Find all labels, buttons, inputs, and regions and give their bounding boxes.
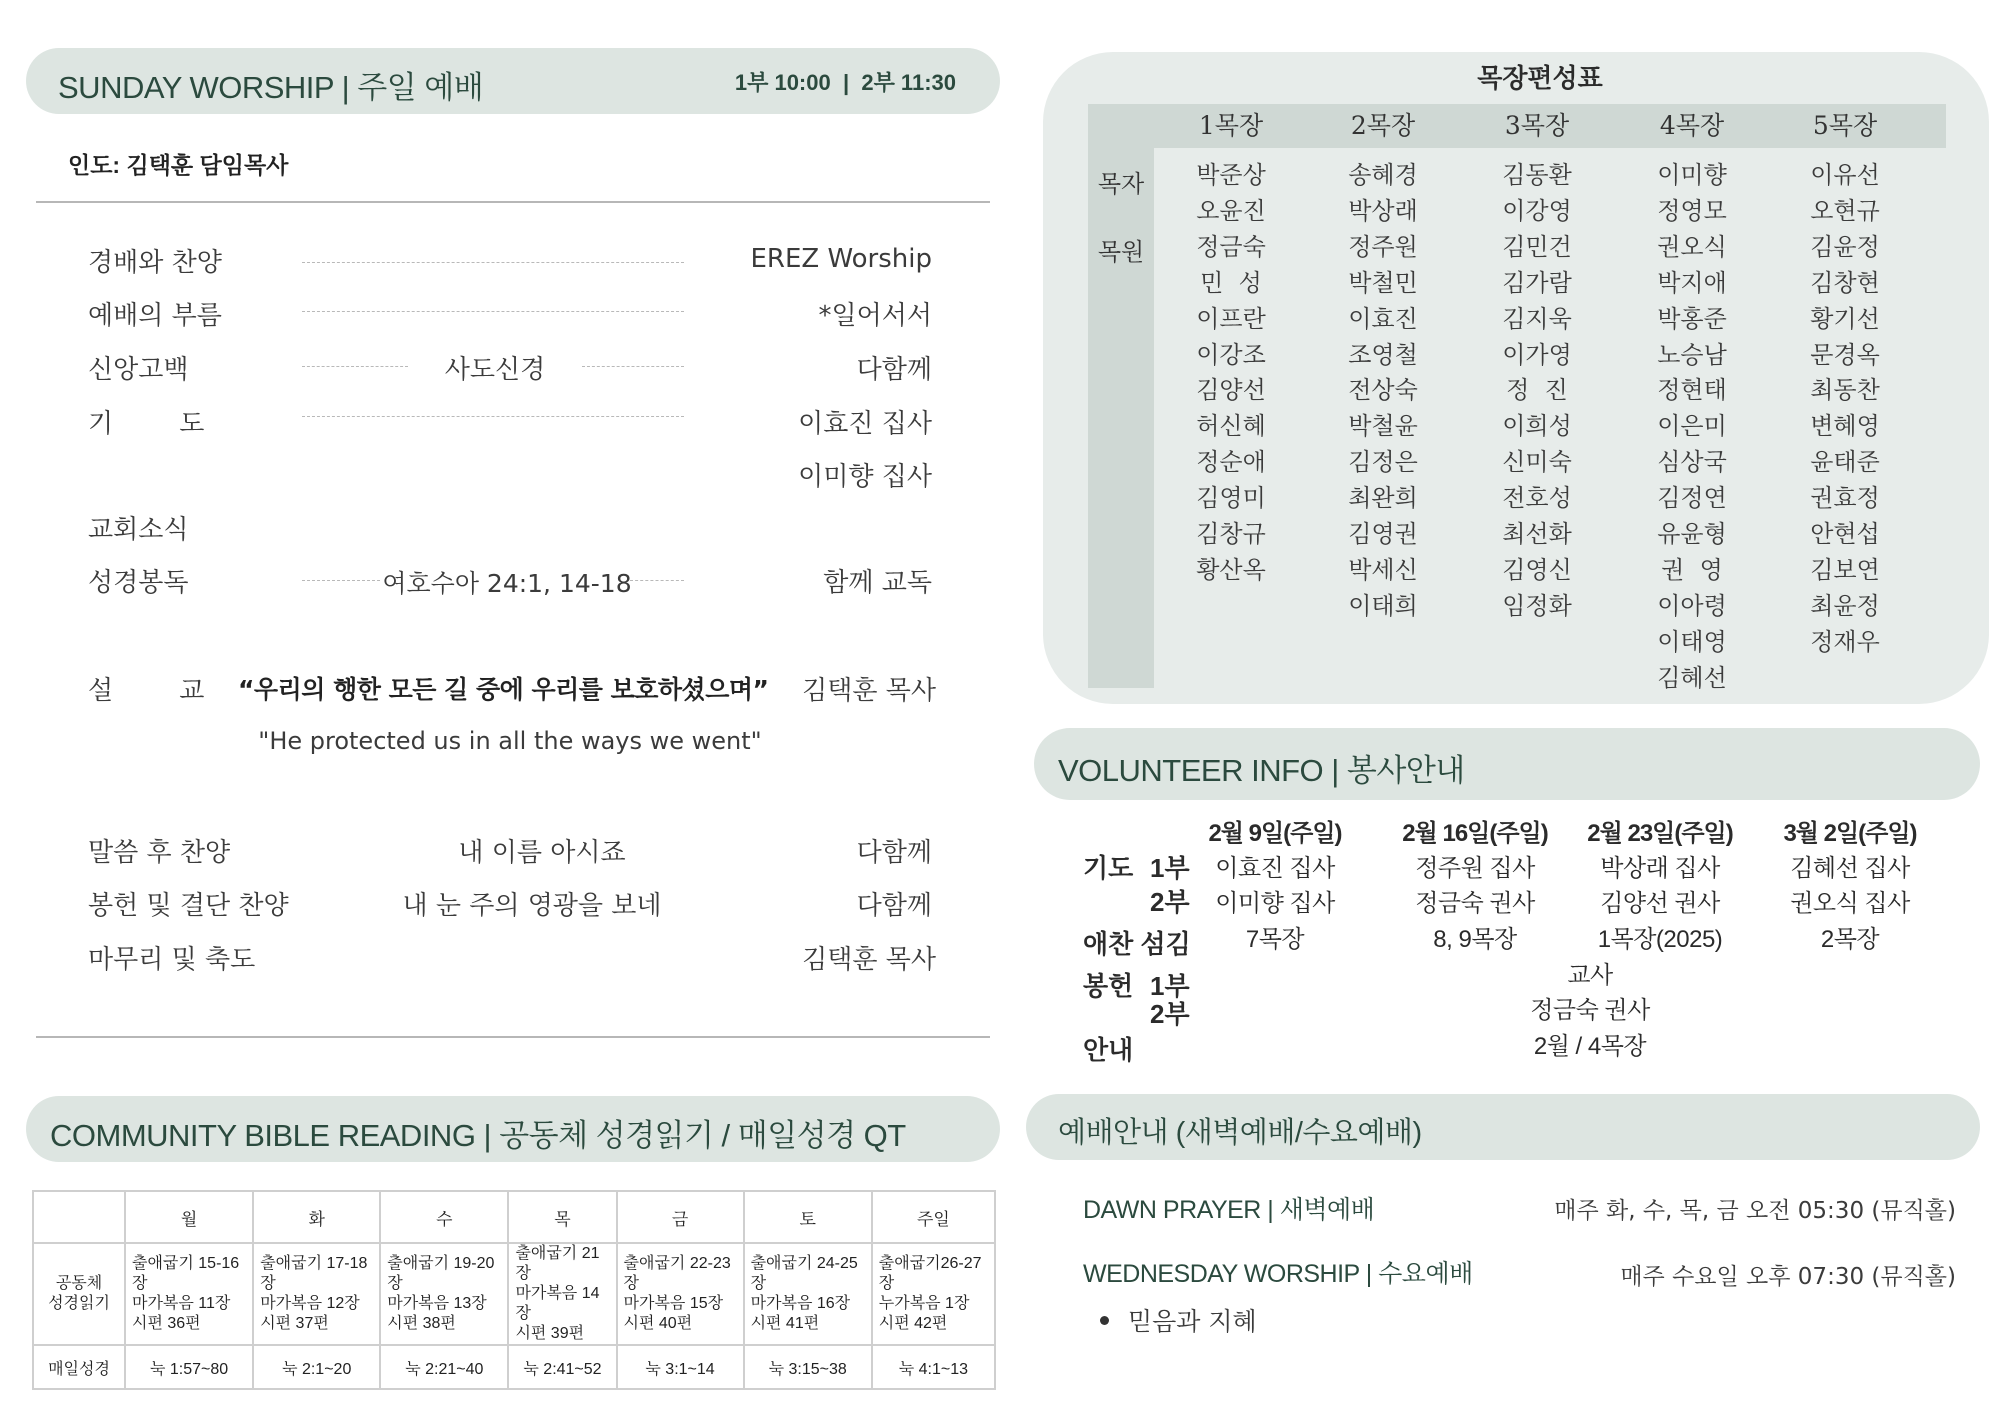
- volunteer-offering-2: 정금숙 권사: [1530, 997, 1650, 1024]
- schedule-member: 이유선: [1810, 161, 1880, 189]
- schedule-member: 오윤진: [1196, 196, 1266, 225]
- qt-cell: 눅 2:1~20: [253, 1345, 380, 1389]
- reading-line: 출애굽기 22-23장: [623, 1255, 731, 1292]
- reading-line: 마가복음 14장: [515, 1285, 600, 1322]
- schedule-member: 윤태준: [1810, 448, 1880, 477]
- reading-line: 출애굽기 24-25장: [750, 1255, 858, 1292]
- schedule-member: 박상래: [1348, 196, 1418, 225]
- day-header: 금: [617, 1191, 744, 1243]
- schedule-member: 이태영: [1657, 627, 1727, 656]
- schedule-side-band: [1088, 148, 1154, 688]
- volunteer-cell: 8, 9목장: [1433, 926, 1517, 953]
- schedule-member: 이희성: [1502, 412, 1572, 441]
- schedule-member: 전호성: [1502, 484, 1572, 513]
- volunteer-cell: 박상래 집사: [1600, 855, 1720, 882]
- volunteer-label-meal: 애찬 섬김: [1083, 929, 1191, 959]
- reading-line: 출애굽기 15-16장: [132, 1255, 240, 1292]
- day-header: 주일: [872, 1191, 995, 1243]
- sermon-english: "He protected us in all the ways we went": [258, 727, 762, 755]
- schedule-member: 김동환: [1502, 161, 1572, 189]
- schedule-column-2: [1328, 158, 1438, 625]
- schedule-member: 허신혜: [1196, 412, 1266, 441]
- schedule-member: 이강조: [1196, 340, 1266, 369]
- volunteer-label-offering-1: 1부: [1150, 971, 1190, 1001]
- schedule-member: 이미향: [1657, 161, 1727, 189]
- reading-cell: [617, 1243, 744, 1345]
- qt-cell: 눅 3:1~14: [617, 1345, 744, 1389]
- schedule-member: 이가영: [1502, 340, 1572, 369]
- reading-cell: [125, 1243, 253, 1345]
- reading-line: 시편 38편: [387, 1315, 456, 1332]
- row-label-community: 공동체 성경읽기: [33, 1243, 125, 1345]
- dotted-leader: [302, 366, 408, 367]
- qt-cell: 눅 4:1~13: [872, 1345, 995, 1389]
- worship-header-title: SUNDAY WORSHIP | 주일 예배: [58, 70, 484, 105]
- reading-cell: [872, 1243, 995, 1345]
- volunteer-label-prayer-2: 2부: [1150, 887, 1190, 917]
- worship-item-right: *일어서서: [818, 301, 932, 331]
- reading-table: [32, 1190, 996, 1390]
- schedule-column-4: [1637, 158, 1747, 697]
- schedule-member: 문경옥: [1810, 340, 1880, 369]
- schedule-member: 황산옥: [1196, 555, 1266, 584]
- worship-item-label: 성경봉독: [88, 568, 189, 598]
- qt-cell: 눅 2:21~40: [380, 1345, 508, 1389]
- schedule-member: 김영권: [1348, 520, 1418, 549]
- worship-item-right: 함께 교독: [823, 568, 932, 598]
- schedule-member: 정재우: [1810, 627, 1880, 656]
- dotted-leader: [302, 416, 684, 417]
- schedule-member: 박철민: [1348, 268, 1418, 297]
- wednesday-bullet-text: 믿음과 지혜: [1128, 1307, 1257, 1336]
- divider-top: [36, 201, 990, 203]
- volunteer-label-prayer: 기도: [1083, 853, 1134, 883]
- schedule-member: 이아령: [1657, 591, 1727, 620]
- volunteer-cell: 7목장: [1245, 926, 1305, 953]
- schedule-member: 김양선: [1196, 376, 1266, 405]
- divider-bottom: [36, 1036, 990, 1038]
- worship-item-label: 예배의 부름: [88, 301, 222, 331]
- after-item-right: 다함께: [856, 891, 932, 921]
- dotted-leader: [302, 311, 684, 312]
- volunteer-cell: 김혜선 집사: [1790, 855, 1910, 882]
- reading-line: 마가복음 13장: [387, 1295, 487, 1312]
- schedule-member: 안현섭: [1810, 520, 1880, 549]
- schedule-member: 민 성: [1200, 268, 1262, 297]
- qt-cell: 눅 1:57~80: [125, 1345, 253, 1389]
- schedule-column-header: 2목장: [1350, 111, 1416, 140]
- schedule-member: 정주원: [1348, 232, 1418, 261]
- schedule-member: 박홍준: [1657, 304, 1727, 333]
- after-item-right: 김택훈 목사: [802, 945, 936, 975]
- schedule-title: 목장편성표: [1477, 63, 1603, 93]
- volunteer-cell: 2목장: [1820, 926, 1880, 953]
- day-header: 월: [125, 1191, 253, 1243]
- schedule-member: 권 영: [1661, 555, 1723, 584]
- schedule-column-header: 4목장: [1659, 111, 1725, 140]
- reading-line: 출애굽기26-27장: [878, 1255, 982, 1292]
- wednesday-worship-time: 매주 수요일 오후 07:30 (뮤직홀): [1620, 1264, 1956, 1290]
- schedule-member: 정금숙: [1196, 232, 1266, 261]
- schedule-member: 이태희: [1348, 591, 1418, 620]
- bullet-dot: [1100, 1316, 1109, 1325]
- volunteer-label-offering: 봉헌: [1083, 971, 1134, 1001]
- volunteer-header-title: VOLUNTEER INFO | 봉사안내: [1058, 753, 1465, 788]
- worship-leader: 인도: 김택훈 담임목사: [68, 152, 289, 178]
- row-label-daily: 매일성경: [33, 1345, 125, 1389]
- schedule-member: 김민건: [1502, 232, 1572, 261]
- volunteer-cell: 이미향 집사: [1215, 890, 1335, 917]
- reading-line: 시편 41편: [750, 1315, 820, 1332]
- after-item-center: 내 이름 아시죠: [458, 838, 626, 868]
- schedule-member: 김창현: [1810, 268, 1880, 297]
- services-header-title: 예배안내 (새벽예배/수요예배): [1058, 1117, 1422, 1149]
- schedule-member: 정 진: [1506, 376, 1568, 405]
- schedule-member: 조영철: [1348, 340, 1418, 369]
- dawn-prayer-time: 매주 화, 수, 목, 금 오전 05:30 (뮤직홀): [1554, 1198, 1956, 1224]
- schedule-member: 김혜선: [1657, 663, 1727, 692]
- dotted-leader: [302, 262, 684, 263]
- sermon-title: “우리의 행한 모든 길 중에 우리를 보호하셨으며”: [238, 675, 769, 704]
- dawn-prayer-label: DAWN PRAYER | 새벽예배: [1083, 1196, 1375, 1224]
- reading-header-title: COMMUNITY BIBLE READING | 공동체 성경읽기 / 매일성경 QT: [50, 1118, 906, 1153]
- volunteer-cell: 정주원 집사: [1415, 855, 1535, 882]
- schedule-column-header: 5목장: [1812, 111, 1878, 140]
- schedule-member: 유윤형: [1657, 520, 1727, 549]
- schedule-row-label: 목자: [1097, 170, 1145, 198]
- volunteer-label-usher: 안내: [1083, 1035, 1134, 1065]
- schedule-member: 김정연: [1657, 484, 1727, 513]
- schedule-column-1: [1176, 158, 1286, 589]
- reading-cell: [380, 1243, 508, 1345]
- reading-line: 시편 39편: [515, 1325, 585, 1342]
- worship-item-right: 다함께: [856, 355, 932, 385]
- after-item-right: 다함께: [856, 838, 932, 868]
- schedule-member: 김가람: [1502, 268, 1572, 297]
- schedule-member: 박세신: [1348, 555, 1418, 584]
- schedule-member: 김지욱: [1502, 304, 1572, 333]
- schedule-member: 권오식: [1657, 232, 1727, 261]
- reading-line: 시편 40편: [623, 1315, 693, 1332]
- volunteer-usher: 2월 / 4목장: [1533, 1033, 1647, 1060]
- schedule-member: 변혜영: [1810, 412, 1880, 441]
- dotted-leader: [302, 580, 380, 581]
- schedule-member: 박준상: [1196, 161, 1266, 189]
- schedule-member: 김창규: [1196, 520, 1266, 549]
- day-header: 목: [508, 1191, 616, 1243]
- reading-line: 마가복음 12장: [260, 1295, 360, 1312]
- worship-item-label: 교회소식: [88, 515, 189, 545]
- volunteer-date: 2월 9일(주일): [1208, 820, 1342, 847]
- schedule-member: 박지애: [1657, 268, 1727, 297]
- schedule-member: 김영미: [1196, 484, 1266, 513]
- schedule-member: 최완희: [1348, 484, 1418, 513]
- worship-header-times: 1부 10:00 | 2부 11:30: [734, 70, 956, 95]
- schedule-member: 최선화: [1502, 520, 1572, 549]
- day-header: 토: [744, 1191, 872, 1243]
- schedule-member: 정순애: [1196, 448, 1266, 477]
- schedule-member: 이은미: [1657, 412, 1727, 441]
- volunteer-cell: 권오식 집사: [1790, 890, 1910, 917]
- volunteer-date: 2월 16일(주일): [1402, 820, 1548, 847]
- reading-line: 시편 42편: [878, 1315, 948, 1332]
- reading-line: 출애굽기 21장: [515, 1245, 600, 1282]
- day-header: 화: [253, 1191, 380, 1243]
- after-item-label: 마무리 및 축도: [88, 945, 256, 975]
- volunteer-date: 2월 23일(주일): [1587, 820, 1733, 847]
- volunteer-cell: 1목장(2025): [1597, 926, 1723, 953]
- reading-line: 시편 36편: [132, 1315, 201, 1332]
- schedule-member: 최윤정: [1810, 591, 1880, 620]
- volunteer-cell: 정금숙 권사: [1415, 890, 1535, 917]
- schedule-column-3: [1482, 158, 1592, 625]
- worship-item-label: 경배와 찬양: [88, 248, 222, 278]
- volunteer-cell: 이효진 집사: [1215, 855, 1335, 882]
- schedule-member: 정현태: [1657, 376, 1727, 405]
- reading-line: 출애굽기 19-20장: [387, 1255, 495, 1292]
- after-item-label: 봉헌 및 결단 찬양: [88, 891, 289, 921]
- schedule-member: 정영모: [1657, 196, 1727, 225]
- schedule-member: 임정화: [1502, 591, 1572, 620]
- schedule-member: 오현규: [1810, 196, 1880, 225]
- table-corner: [33, 1191, 125, 1243]
- volunteer-cell: 김양선 권사: [1600, 890, 1720, 917]
- schedule-member: 신미숙: [1502, 448, 1572, 477]
- volunteer-label-prayer-1: 1부: [1150, 853, 1190, 883]
- worship-item-label: 기 도: [88, 409, 205, 439]
- reading-line: 누가복음 1장: [878, 1295, 970, 1312]
- schedule-member: 심상국: [1657, 448, 1727, 477]
- schedule-member: 노승남: [1657, 340, 1727, 369]
- schedule-member: 박철윤: [1348, 412, 1418, 441]
- schedule-member: 최동찬: [1810, 376, 1880, 405]
- reading-cell: [253, 1243, 380, 1345]
- schedule-member: 이효진: [1348, 304, 1418, 333]
- schedule-column-header: 1목장: [1198, 111, 1264, 140]
- after-item-center: 내 눈 주의 영광을 보네: [402, 891, 662, 921]
- schedule-member: 권효정: [1810, 484, 1880, 513]
- schedule-column-header: 3목장: [1504, 111, 1570, 140]
- schedule-member: 김보연: [1810, 555, 1880, 584]
- reading-line: 마가복음 15장: [623, 1295, 724, 1312]
- day-header: 수: [380, 1191, 508, 1243]
- wednesday-worship-label: WEDNESDAY WORSHIP | 수요예배: [1083, 1260, 1473, 1288]
- schedule-member: 전상숙: [1348, 376, 1418, 405]
- worship-item-right: 이미향 집사: [798, 462, 932, 492]
- reading-cell: [508, 1243, 616, 1345]
- worship-item-center: 사도신경: [444, 355, 546, 385]
- worship-item-center: 여호수아 24:1, 14-18: [382, 569, 632, 598]
- reading-line: 시편 37편: [260, 1315, 329, 1332]
- schedule-member: 이강영: [1502, 196, 1572, 225]
- schedule-member: 황기선: [1810, 304, 1880, 333]
- qt-cell: 눅 2:41~52: [508, 1345, 616, 1389]
- sermon-label: 설 교: [88, 676, 205, 706]
- schedule-member: 김영신: [1502, 555, 1572, 584]
- schedule-member: 송혜경: [1348, 161, 1418, 189]
- schedule-row-label: 목원: [1097, 238, 1145, 266]
- reading-line: 마가복음 16장: [750, 1295, 851, 1312]
- sermon-preacher: 김택훈 목사: [802, 676, 936, 706]
- schedule-column-5: [1790, 158, 1900, 661]
- reading-cell: [744, 1243, 872, 1345]
- worship-item-right: 이효진 집사: [798, 409, 932, 439]
- qt-cell: 눅 3:15~38: [744, 1345, 872, 1389]
- volunteer-date: 3월 2일(주일): [1783, 820, 1917, 847]
- worship-item-right: EREZ Worship: [750, 244, 932, 274]
- schedule-member: 김정은: [1348, 448, 1418, 477]
- schedule-member: 이프란: [1196, 304, 1266, 333]
- schedule-member: 김윤정: [1810, 232, 1880, 261]
- worship-item-label: 신앙고백: [88, 355, 189, 385]
- reading-line: 출애굽기 17-18장: [260, 1255, 368, 1292]
- volunteer-label-offering-2: 2부: [1150, 999, 1190, 1029]
- volunteer-offering-1: 교사: [1567, 962, 1613, 989]
- after-item-label: 말씀 후 찬양: [88, 838, 231, 868]
- reading-line: 마가복음 11장: [132, 1295, 231, 1312]
